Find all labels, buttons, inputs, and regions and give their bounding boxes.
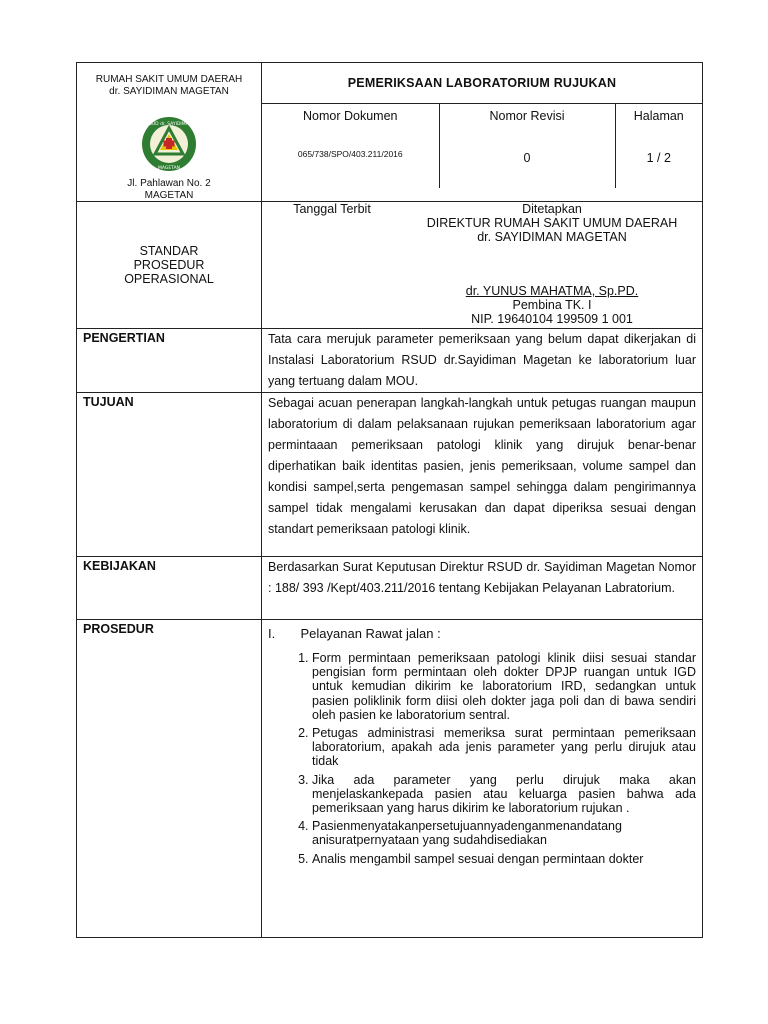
nomor-dokumen-label: Nomor Dokumen bbox=[303, 108, 398, 123]
prosedur-heading-text: Pelayanan Rawat jalan : bbox=[300, 626, 441, 641]
hospital-name-line1: RUMAH SAKIT UMUM DAERAH bbox=[95, 74, 243, 85]
nomor-revisi-value: 0 bbox=[439, 147, 615, 188]
address-line2: MAGETAN bbox=[144, 189, 194, 201]
document-title: PEMERIKSAAN LABORATORIUM RUJUKAN bbox=[262, 63, 703, 104]
prosedur-heading bbox=[262, 620, 702, 651]
direktur-line2: dr. SAYIDIMAN MAGETAN bbox=[477, 230, 627, 244]
list-item: 2. Petugas administrasi memeriksa surat permintaan pemeriksaan laboratorium, apakah ada jenis parameter yang perlu dirujuk atau tidak bbox=[312, 726, 696, 769]
prosedur-content bbox=[262, 620, 703, 938]
halaman-label: Halaman bbox=[615, 104, 702, 147]
signature-block bbox=[402, 202, 702, 328]
kebijakan-label: KEBIJAKAN bbox=[77, 557, 262, 620]
logo-text-top: RSUD dr. SAYIDIMAN bbox=[145, 122, 193, 127]
logo-text-bottom: MAGETAN bbox=[157, 166, 181, 171]
approval-block bbox=[262, 202, 703, 329]
direktur-line1: DIREKTUR RUMAH SAKIT UMUM DAERAH bbox=[426, 216, 678, 230]
sop-label-line3: OPERASIONAL bbox=[124, 272, 214, 286]
ditetapkan-label: Ditetapkan bbox=[522, 202, 582, 216]
hospital-logo bbox=[138, 116, 200, 172]
tujuan-label: TUJUAN bbox=[77, 393, 262, 557]
sop-label bbox=[77, 202, 262, 329]
prosedur-label: PROSEDUR bbox=[77, 620, 262, 938]
pengertian-label: PENGERTIAN bbox=[77, 329, 262, 393]
tanggal-terbit-label: Tanggal Terbit bbox=[293, 202, 371, 216]
hospital-emblem-icon bbox=[138, 116, 200, 172]
sop-label-line2: PROSEDUR bbox=[133, 258, 205, 272]
document-meta bbox=[262, 103, 703, 201]
pengertian-text: Tata cara merujuk parameter pemeriksaan yang belum dapat dikerjakan di Instalasi Laboratorium RSUD dr.Sayidiman Magetan ke laboratorium luar yang tertuang dalam MOU. bbox=[262, 329, 703, 393]
tujuan-text: Sebagai acuan penerapan langkah-langkah untuk petugas ruangan maupun laboratorium di dalam pelaksanaan rujukan pemeriksaan laboratorium agar permintaaan pemeriksaan patologi klinik yang dirujuk benar-benar diperhatikan baik identitas pasien, jenis pemeriksaan, volume sampel dan kondisi sampel,serta pengemasan sampel sehingga dalam pengirimannya sampel tidak mengalami kerusakan dan dapat diperiksa sesuai dengan standart pemeriksaan patologi klinik. bbox=[262, 393, 703, 557]
hospital-name-line2: dr. SAYIDIMAN MAGETAN bbox=[109, 85, 229, 97]
list-item: 1. Form permintaan pemeriksaan patologi klinik diisi sesuai standar pengisian form permintaan oleh dokter DPJP ruangan untuk IGD untuk kemudian dikirim ke laboratorium IRD, sedangkan untuk pasien poliklinik form diisi oleh dokter jaga poli dan di bawa sendiri oleh pasien ke laboratorium sentral. bbox=[312, 651, 696, 722]
list-item: 4. Pasienmenyatakanpersetujuannyadenganmenandatang anisuratpernyataan yang sudahdisediakan bbox=[312, 819, 696, 847]
sop-document bbox=[76, 62, 703, 938]
address-line1: Jl. Pahlawan No. 2 bbox=[127, 178, 211, 189]
nomor-revisi-label: Nomor Revisi bbox=[439, 104, 615, 147]
hospital-header bbox=[77, 63, 262, 202]
list-item: 3. Jika ada parameter yang perlu dirujuk maka akan menjelaskankepada pasien atau keluarga pasien bahwa ada pemeriksaan yang harus dikirim ke laboratorium rujukan . bbox=[312, 773, 696, 816]
signatory-nip: NIP. 19640104 199509 1 001 bbox=[471, 312, 633, 326]
nomor-dokumen-value: 065/738/SPO/403.211/2016 bbox=[297, 148, 403, 159]
sop-label-line1: STANDAR bbox=[139, 244, 199, 258]
signatory-name: dr. YUNUS MAHATMA, Sp.PD. bbox=[465, 284, 639, 298]
kebijakan-text: Berdasarkan Surat Keputusan Direktur RSUD dr. Sayidiman Magetan Nomor : 188/ 393 /Kept/403.211/2016 tentang Kebijakan Pelayanan Labratorium. bbox=[262, 557, 703, 620]
prosedur-heading-number: I. bbox=[268, 626, 276, 641]
halaman-value: 1 / 2 bbox=[615, 147, 702, 188]
list-item: 5. Analis mengambil sampel sesuai dengan permintaan dokter bbox=[312, 852, 696, 866]
prosedur-steps bbox=[262, 651, 702, 866]
signatory-rank: Pembina TK. I bbox=[512, 298, 592, 312]
